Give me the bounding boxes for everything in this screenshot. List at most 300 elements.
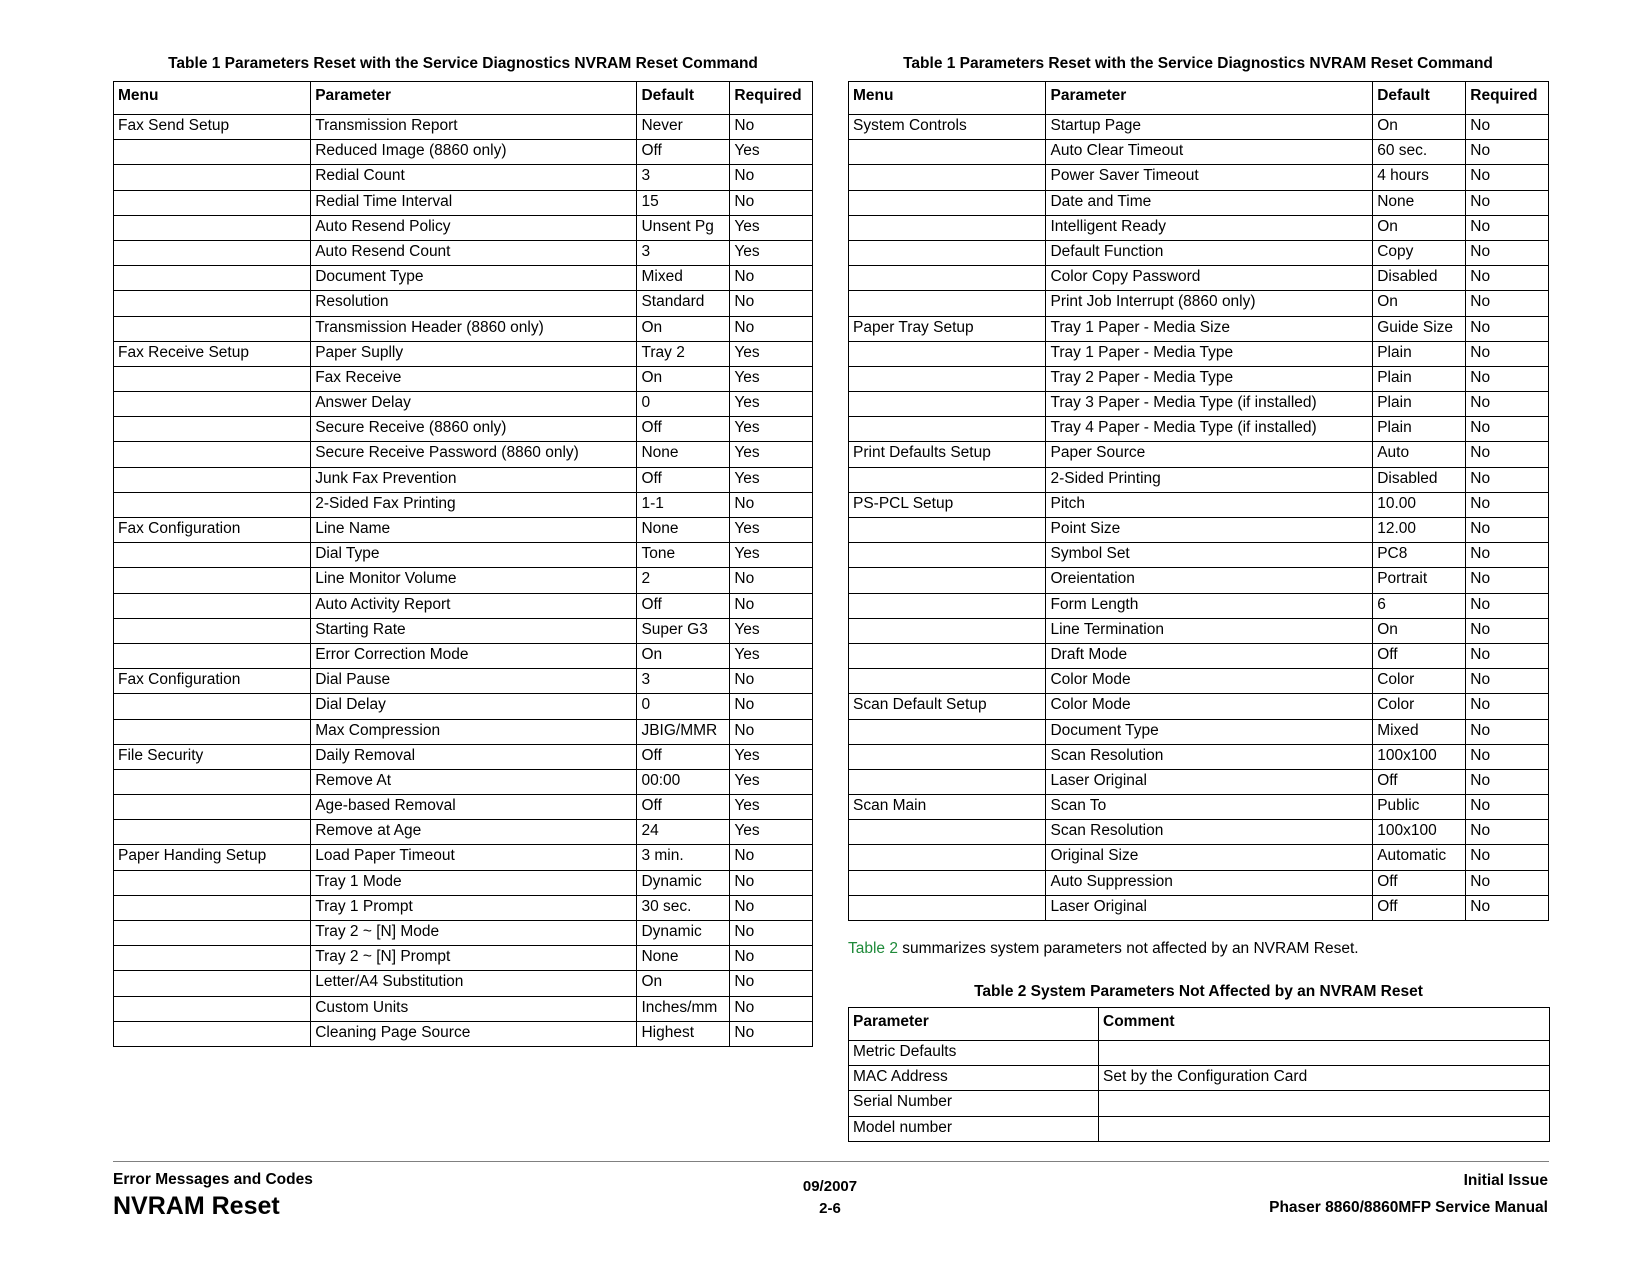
required-cell: No (730, 895, 813, 920)
parameter-cell: Oreientation (1046, 568, 1373, 593)
required-cell: Yes (730, 795, 813, 820)
table-row (114, 845, 813, 870)
menu-cell (114, 215, 311, 240)
table-body-left (114, 115, 813, 1047)
menu-cell (114, 417, 311, 442)
parameter-cell: Tray 1 Prompt (311, 895, 637, 920)
required-cell: No (730, 165, 813, 190)
table-row (114, 266, 813, 291)
default-cell: Tone (637, 543, 730, 568)
table-row (849, 568, 1549, 593)
table-row (114, 593, 813, 618)
table-row (114, 392, 813, 417)
header-default: Default (637, 82, 730, 115)
parameter-cell: Secure Receive (8860 only) (311, 417, 637, 442)
footer-manual-title: Phaser 8860/8860MFP Service Manual (1269, 1199, 1548, 1216)
required-cell: No (730, 946, 813, 971)
required-cell: No (1466, 366, 1549, 391)
menu-cell (849, 669, 1046, 694)
parameter-cell: Fax Receive (311, 366, 637, 391)
table-row (849, 669, 1549, 694)
required-cell: No (730, 266, 813, 291)
menu-cell (849, 895, 1046, 920)
required-cell: Yes (730, 518, 813, 543)
default-cell: 3 (637, 669, 730, 694)
table-row (849, 366, 1549, 391)
table-row (849, 442, 1549, 467)
default-cell: Off (637, 744, 730, 769)
table-row (114, 946, 813, 971)
menu-cell (114, 895, 311, 920)
menu-cell (114, 492, 311, 517)
menu-cell: Print Defaults Setup (849, 442, 1046, 467)
default-cell: On (1373, 215, 1466, 240)
default-cell: 1-1 (637, 492, 730, 517)
default-cell: Disabled (1373, 266, 1466, 291)
header-required: Required (1466, 82, 1549, 115)
parameter-cell: MAC Address (849, 1066, 1099, 1091)
comment-cell: Set by the Configuration Card (1099, 1066, 1550, 1091)
default-cell: Unsent Pg (637, 215, 730, 240)
menu-cell (849, 417, 1046, 442)
menu-cell (114, 946, 311, 971)
table-row (849, 593, 1549, 618)
required-cell: No (1466, 115, 1549, 140)
table-row (114, 769, 813, 794)
table-row (114, 921, 813, 946)
required-cell: No (1466, 618, 1549, 643)
menu-cell: Paper Handing Setup (114, 845, 311, 870)
table-row (114, 316, 813, 341)
menu-cell (849, 291, 1046, 316)
parameter-cell: Intelligent Ready (1046, 215, 1373, 240)
parameter-cell: Auto Resend Count (311, 240, 637, 265)
table-row (849, 1066, 1550, 1091)
default-cell: 0 (637, 694, 730, 719)
table2-body (849, 1041, 1550, 1142)
table2-link[interactable]: Table 2 (848, 940, 898, 957)
default-cell: 2 (637, 568, 730, 593)
menu-cell (114, 240, 311, 265)
default-cell: 100x100 (1373, 744, 1466, 769)
table-row (114, 820, 813, 845)
default-cell: 100x100 (1373, 820, 1466, 845)
default-cell: Inches/mm (637, 996, 730, 1021)
default-cell: JBIG/MMR (637, 719, 730, 744)
required-cell: No (730, 291, 813, 316)
table-row (114, 215, 813, 240)
default-cell: 60 sec. (1373, 140, 1466, 165)
required-cell: No (1466, 820, 1549, 845)
parameter-cell: Dial Type (311, 543, 637, 568)
table-row (114, 165, 813, 190)
required-cell: No (730, 190, 813, 215)
parameter-cell: Redial Count (311, 165, 637, 190)
menu-cell (114, 921, 311, 946)
parameter-cell: Tray 1 Mode (311, 870, 637, 895)
required-cell: No (730, 1021, 813, 1046)
required-cell: No (1466, 165, 1549, 190)
menu-cell (849, 366, 1046, 391)
footer-divider (113, 1161, 1549, 1162)
table-row (114, 467, 813, 492)
menu-cell: Scan Default Setup (849, 694, 1046, 719)
menu-cell: Scan Main (849, 795, 1046, 820)
parameter-cell: Tray 4 Paper - Media Type (if installed) (1046, 417, 1373, 442)
parameter-cell: Remove At (311, 769, 637, 794)
table-row (849, 870, 1549, 895)
parameter-cell: Tray 2 Paper - Media Type (1046, 366, 1373, 391)
parameter-cell: Secure Receive Password (8860 only) (311, 442, 637, 467)
menu-cell (849, 719, 1046, 744)
required-cell: Yes (730, 417, 813, 442)
parameter-cell: Date and Time (1046, 190, 1373, 215)
default-cell: 30 sec. (637, 895, 730, 920)
table-row (849, 316, 1549, 341)
menu-cell (114, 366, 311, 391)
default-cell: Auto (1373, 442, 1466, 467)
required-cell: No (1466, 240, 1549, 265)
table-row (114, 190, 813, 215)
parameter-cell: Point Size (1046, 518, 1373, 543)
table-row (849, 1041, 1550, 1066)
table-row (849, 769, 1549, 794)
parameter-cell: Serial Number (849, 1091, 1099, 1116)
table-row (849, 417, 1549, 442)
menu-cell (114, 694, 311, 719)
default-cell: On (637, 316, 730, 341)
required-cell: No (1466, 719, 1549, 744)
table-row (114, 618, 813, 643)
required-cell: Yes (730, 442, 813, 467)
required-cell: No (730, 996, 813, 1021)
parameter-cell: Document Type (1046, 719, 1373, 744)
table-row (114, 669, 813, 694)
parameter-cell: Form Length (1046, 593, 1373, 618)
required-cell: No (1466, 140, 1549, 165)
parameter-cell: Laser Original (1046, 769, 1373, 794)
parameter-cell: Age-based Removal (311, 795, 637, 820)
table-row (849, 643, 1549, 668)
default-cell: Plain (1373, 366, 1466, 391)
parameter-cell: Daily Removal (311, 744, 637, 769)
menu-cell (114, 820, 311, 845)
menu-cell: Paper Tray Setup (849, 316, 1046, 341)
menu-cell (849, 190, 1046, 215)
default-cell: Guide Size (1373, 316, 1466, 341)
required-cell: No (1466, 694, 1549, 719)
menu-cell (114, 140, 311, 165)
parameter-cell: Draft Mode (1046, 643, 1373, 668)
default-cell: Never (637, 115, 730, 140)
parameter-cell: Auto Suppression (1046, 870, 1373, 895)
required-cell: No (730, 694, 813, 719)
default-cell: Automatic (1373, 845, 1466, 870)
default-cell: 15 (637, 190, 730, 215)
default-cell: Disabled (1373, 467, 1466, 492)
required-cell: Yes (730, 240, 813, 265)
required-cell: No (1466, 845, 1549, 870)
table-row (849, 618, 1549, 643)
parameter-cell: Dial Delay (311, 694, 637, 719)
menu-cell (849, 215, 1046, 240)
menu-cell (114, 618, 311, 643)
default-cell: Off (637, 795, 730, 820)
menu-cell: Fax Configuration (114, 518, 311, 543)
required-cell: No (730, 845, 813, 870)
parameter-cell: Max Compression (311, 719, 637, 744)
menu-cell (849, 643, 1046, 668)
default-cell: Off (637, 593, 730, 618)
footer-page-number: 2-6 (819, 1200, 841, 1217)
default-cell: Plain (1373, 392, 1466, 417)
default-cell: Off (1373, 643, 1466, 668)
menu-cell: System Controls (849, 115, 1046, 140)
required-cell: Yes (730, 820, 813, 845)
required-cell: No (1466, 316, 1549, 341)
menu-cell (114, 442, 311, 467)
menu-cell (849, 341, 1046, 366)
table-row (849, 694, 1549, 719)
parameters-table-left (113, 81, 813, 1047)
required-cell: No (1466, 442, 1549, 467)
table1-caption-right: Table 1 Parameters Reset with the Service Diagnostics NVRAM Reset Command (903, 55, 1493, 72)
default-cell: Mixed (637, 266, 730, 291)
parameter-cell: Cleaning Page Source (311, 1021, 637, 1046)
required-cell: No (730, 921, 813, 946)
required-cell: No (1466, 543, 1549, 568)
parameter-cell: Tray 1 Paper - Media Type (1046, 341, 1373, 366)
table-row (849, 115, 1549, 140)
parameter-cell: Paper Suplly (311, 341, 637, 366)
table2-caption: Table 2 System Parameters Not Affected by an NVRAM Reset (974, 983, 1423, 1000)
required-cell: Yes (730, 215, 813, 240)
default-cell: None (1373, 190, 1466, 215)
header-comment: Comment (1099, 1008, 1550, 1041)
required-cell: No (1466, 341, 1549, 366)
default-cell: 00:00 (637, 769, 730, 794)
default-cell: Portrait (1373, 568, 1466, 593)
required-cell: No (730, 568, 813, 593)
required-cell: No (1466, 266, 1549, 291)
table-row (849, 392, 1549, 417)
parameter-cell: 2-Sided Fax Printing (311, 492, 637, 517)
table-body-right (849, 115, 1549, 921)
menu-cell (849, 593, 1046, 618)
required-cell: No (730, 669, 813, 694)
table-row (114, 895, 813, 920)
menu-cell (114, 568, 311, 593)
required-cell: Yes (730, 140, 813, 165)
required-cell: Yes (730, 366, 813, 391)
parameter-cell: Resolution (311, 291, 637, 316)
menu-cell (849, 769, 1046, 794)
menu-cell (114, 190, 311, 215)
parameter-cell: Scan To (1046, 795, 1373, 820)
table-row (849, 795, 1549, 820)
default-cell: Off (637, 140, 730, 165)
required-cell: No (1466, 870, 1549, 895)
parameter-cell: Paper Source (1046, 442, 1373, 467)
parameter-cell: Document Type (311, 266, 637, 291)
required-cell: No (1466, 492, 1549, 517)
header-menu: Menu (114, 82, 311, 115)
default-cell: 4 hours (1373, 165, 1466, 190)
table-row (114, 719, 813, 744)
table-row (114, 744, 813, 769)
menu-cell (849, 240, 1046, 265)
default-cell: None (637, 518, 730, 543)
default-cell: On (1373, 115, 1466, 140)
menu-cell (849, 845, 1046, 870)
required-cell: No (1466, 643, 1549, 668)
menu-cell (114, 467, 311, 492)
table-row (849, 1116, 1550, 1141)
parameters-table-right (848, 81, 1549, 921)
table-row (849, 165, 1549, 190)
parameter-cell: Letter/A4 Substitution (311, 971, 637, 996)
table-row (114, 291, 813, 316)
required-cell: Yes (730, 618, 813, 643)
default-cell: Standard (637, 291, 730, 316)
table-row (849, 140, 1549, 165)
table-row (114, 492, 813, 517)
default-cell: On (1373, 618, 1466, 643)
parameter-cell: Tray 2 ~ [N] Mode (311, 921, 637, 946)
required-cell: Yes (730, 643, 813, 668)
menu-cell (849, 870, 1046, 895)
table-row (849, 744, 1549, 769)
default-cell: 0 (637, 392, 730, 417)
menu-cell (114, 593, 311, 618)
table1-caption-left: Table 1 Parameters Reset with the Service Diagnostics NVRAM Reset Command (168, 55, 758, 72)
table-row (849, 341, 1549, 366)
table-row (114, 1021, 813, 1046)
header-default: Default (1373, 82, 1466, 115)
table-row (114, 971, 813, 996)
default-cell: Dynamic (637, 870, 730, 895)
parameter-cell: Power Saver Timeout (1046, 165, 1373, 190)
table-row (114, 694, 813, 719)
required-cell: No (730, 492, 813, 517)
parameter-cell: Tray 3 Paper - Media Type (if installed) (1046, 392, 1373, 417)
required-cell: No (1466, 291, 1549, 316)
menu-cell (849, 165, 1046, 190)
table-row (114, 996, 813, 1021)
parameter-cell: Line Termination (1046, 618, 1373, 643)
menu-cell: Fax Configuration (114, 669, 311, 694)
parameter-cell: Laser Original (1046, 895, 1373, 920)
parameter-cell: Color Mode (1046, 669, 1373, 694)
menu-cell (114, 392, 311, 417)
parameter-cell: Remove at Age (311, 820, 637, 845)
default-cell: On (637, 643, 730, 668)
table-row (849, 190, 1549, 215)
default-cell: Highest (637, 1021, 730, 1046)
menu-cell: Fax Send Setup (114, 115, 311, 140)
default-cell: Copy (1373, 240, 1466, 265)
table-row (114, 140, 813, 165)
parameter-cell: Auto Clear Timeout (1046, 140, 1373, 165)
menu-cell (114, 291, 311, 316)
default-cell: On (637, 971, 730, 996)
parameter-cell: Answer Delay (311, 392, 637, 417)
default-cell: Color (1373, 694, 1466, 719)
table-row (114, 568, 813, 593)
parameter-cell: Print Job Interrupt (8860 only) (1046, 291, 1373, 316)
parameter-cell: Custom Units (311, 996, 637, 1021)
menu-cell: File Security (114, 744, 311, 769)
parameter-cell: Redial Time Interval (311, 190, 637, 215)
required-cell: No (730, 115, 813, 140)
default-cell: Off (1373, 870, 1466, 895)
table-row (849, 240, 1549, 265)
header-parameter: Parameter (311, 82, 637, 115)
default-cell: 3 min. (637, 845, 730, 870)
menu-cell (849, 467, 1046, 492)
menu-cell (849, 140, 1046, 165)
menu-cell (114, 795, 311, 820)
menu-cell (114, 316, 311, 341)
parameter-cell: Transmission Header (8860 only) (311, 316, 637, 341)
default-cell: Off (637, 417, 730, 442)
table-row (849, 467, 1549, 492)
menu-cell (114, 165, 311, 190)
table-row (849, 266, 1549, 291)
required-cell: No (1466, 467, 1549, 492)
required-cell: Yes (730, 467, 813, 492)
required-cell: No (1466, 769, 1549, 794)
required-cell: Yes (730, 543, 813, 568)
footer-title: NVRAM Reset (113, 1192, 280, 1220)
footer-issue: Initial Issue (1463, 1172, 1548, 1189)
menu-cell: Fax Receive Setup (114, 341, 311, 366)
default-cell: Tray 2 (637, 341, 730, 366)
parameter-cell: Auto Resend Policy (311, 215, 637, 240)
menu-cell (114, 719, 311, 744)
required-cell: No (1466, 744, 1549, 769)
default-cell: None (637, 442, 730, 467)
table-row (849, 215, 1549, 240)
required-cell: No (730, 971, 813, 996)
required-cell: Yes (730, 769, 813, 794)
parameter-cell: Line Monitor Volume (311, 568, 637, 593)
required-cell: No (730, 719, 813, 744)
parameter-cell: Reduced Image (8860 only) (311, 140, 637, 165)
parameter-cell: Tray 2 ~ [N] Prompt (311, 946, 637, 971)
menu-cell (849, 618, 1046, 643)
table-row (114, 442, 813, 467)
default-cell: On (1373, 291, 1466, 316)
menu-cell (114, 996, 311, 1021)
table-header-row (114, 82, 813, 115)
comment-cell (1099, 1041, 1550, 1066)
table-row (114, 240, 813, 265)
menu-cell (849, 392, 1046, 417)
table-header-row (849, 82, 1549, 115)
default-cell: 3 (637, 165, 730, 190)
table-row (849, 895, 1549, 920)
menu-cell (114, 769, 311, 794)
table-row (849, 492, 1549, 517)
parameter-cell: Startup Page (1046, 115, 1373, 140)
required-cell: No (1466, 895, 1549, 920)
parameter-cell: Default Function (1046, 240, 1373, 265)
default-cell: 3 (637, 240, 730, 265)
parameter-cell: Junk Fax Prevention (311, 467, 637, 492)
table-row (114, 795, 813, 820)
required-cell: No (730, 870, 813, 895)
